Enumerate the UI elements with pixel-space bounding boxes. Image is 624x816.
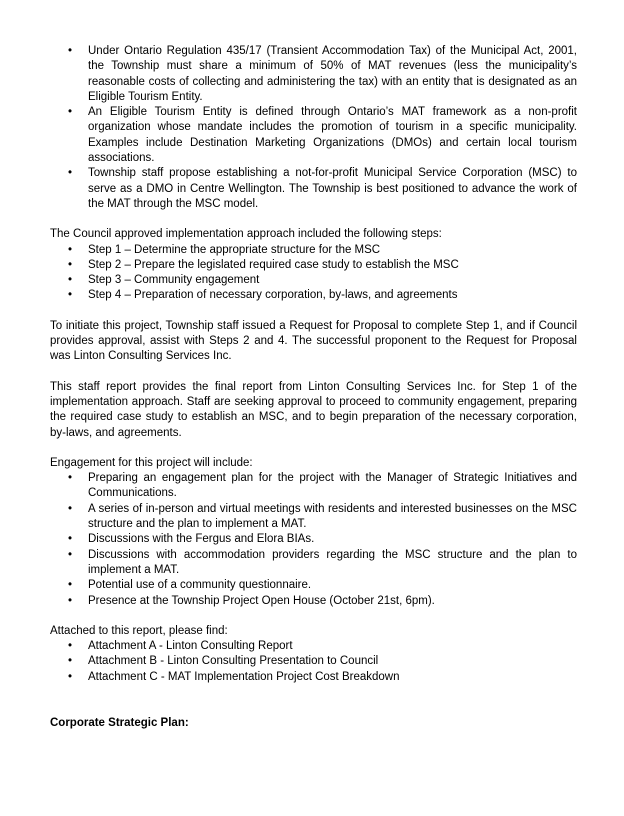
attachment-item (88, 639, 577, 654)
engagement-item (88, 578, 577, 593)
engagement-lead: Engagement for this project will include: (50, 456, 253, 469)
bullet-icon (68, 670, 72, 685)
background-section (50, 44, 577, 212)
engagement-section (50, 456, 577, 609)
bullet-item (88, 166, 577, 212)
engagement-item (88, 594, 577, 609)
final-report-paragraph: This staff report provides the final report from Linton Consulting Services Inc. for Step 1 of the implementation approach. Staff are seeking approval to proceed to community engagement, preparing the required case study to establish an MSC, and to begin preparation of the necessary corporation, by-laws, and agreements. (50, 380, 577, 439)
step-text: Step 2 – Prepare the legislated required case study to establish the MSC (88, 258, 459, 271)
bullet-icon (68, 105, 72, 120)
bullet-icon (68, 258, 72, 273)
step-text: Step 1 – Determine the appropriate structure for the MSC (88, 243, 381, 256)
bullet-icon (68, 548, 72, 563)
bullet-icon (68, 594, 72, 609)
step-text: Step 3 – Community engagement (88, 274, 260, 287)
attachment-item (88, 670, 577, 685)
attachments-bullet-list (50, 639, 577, 685)
bullet-icon (68, 639, 72, 654)
attachment-item (88, 654, 577, 669)
engagement-bullet-list (50, 471, 577, 609)
initiate-paragraph-section (50, 319, 577, 365)
attachments-section (50, 624, 577, 685)
bullet-icon (68, 654, 72, 669)
bullet-icon (68, 273, 72, 288)
implementation-lead: The Council approved implementation approach included the following steps: (50, 228, 442, 241)
implementation-step-list (50, 243, 577, 304)
background-bullet-list (50, 44, 577, 212)
engagement-item (88, 532, 577, 547)
engagement-text: Discussions with the Fergus and Elora BIAs. (88, 533, 315, 546)
bullet-icon (68, 44, 72, 59)
step-item (88, 243, 577, 258)
final-report-paragraph-section (50, 380, 577, 441)
bullet-text: Township staff propose establishing a not-for-profit Municipal Service Corporation (MSC) to serve as a DMO in Centre Wellington. The Township is best positioned to advance the work of the MAT through the MSC model. (88, 167, 577, 210)
engagement-item (88, 548, 577, 579)
bullet-text: An Eligible Tourism Entity is defined through Ontario’s MAT framework as a non-profit organization whose mandate includes the promotion of tourism in a specific municipality. Examples include Destination Marketing Organizations (DMOs) and certain local tourism associations. (88, 106, 577, 165)
initiate-paragraph: To initiate this project, Township staff issued a Request for Proposal to complete Step 1, and if Council provides approval, assist with Steps 2 and 4. The successful proponent to the Request for Proposal was Linton Consulting Services Inc. (50, 319, 577, 363)
bullet-icon (68, 471, 72, 486)
engagement-item (88, 471, 577, 502)
implementation-section (50, 227, 577, 303)
step-item (88, 258, 577, 273)
step-item (88, 288, 577, 303)
bullet-icon (68, 166, 72, 181)
step-item (88, 273, 577, 288)
corporate-strategic-plan-heading: Corporate Strategic Plan: (50, 716, 189, 729)
engagement-item (88, 502, 577, 533)
step-text: Step 4 – Preparation of necessary corporation, by-laws, and agreements (88, 289, 458, 302)
attachment-text: Attachment C - MAT Implementation Project Cost Breakdown (88, 670, 400, 683)
engagement-text: Potential use of a community questionnaire. (88, 579, 312, 592)
engagement-text: Discussions with accommodation providers regarding the MSC structure and the plan to implement a MAT. (88, 548, 577, 576)
bullet-text: Under Ontario Regulation 435/17 (Transient Accommodation Tax) of the Municipal Act, 2001, the Township must share a minimum of 50% of MAT revenues (less the municipality’s reasonable costs of collecting and administering the tax) with an entity that is designated as an Eligible Tourism Entity. (88, 45, 577, 103)
bullet-icon (68, 532, 72, 547)
bullet-item (88, 44, 577, 105)
attachment-text: Attachment A - Linton Consulting Report (88, 640, 293, 653)
attachment-text: Attachment B - Linton Consulting Presentation to Council (88, 655, 379, 668)
attachments-lead: Attached to this report, please find: (50, 624, 228, 637)
engagement-text: Presence at the Township Project Open House (October 21st, 6pm). (88, 594, 435, 607)
engagement-text: A series of in-person and virtual meetings with residents and interested businesses on the MSC structure and the plan to implement a MAT. (88, 502, 577, 531)
bullet-item (88, 105, 577, 166)
bullet-icon (68, 578, 72, 593)
bullet-icon (68, 243, 72, 258)
engagement-text: Preparing an engagement plan for the project with the Manager of Strategic Initiatives and Communications. (88, 472, 577, 500)
bullet-icon (68, 288, 72, 303)
bullet-icon (68, 502, 72, 517)
